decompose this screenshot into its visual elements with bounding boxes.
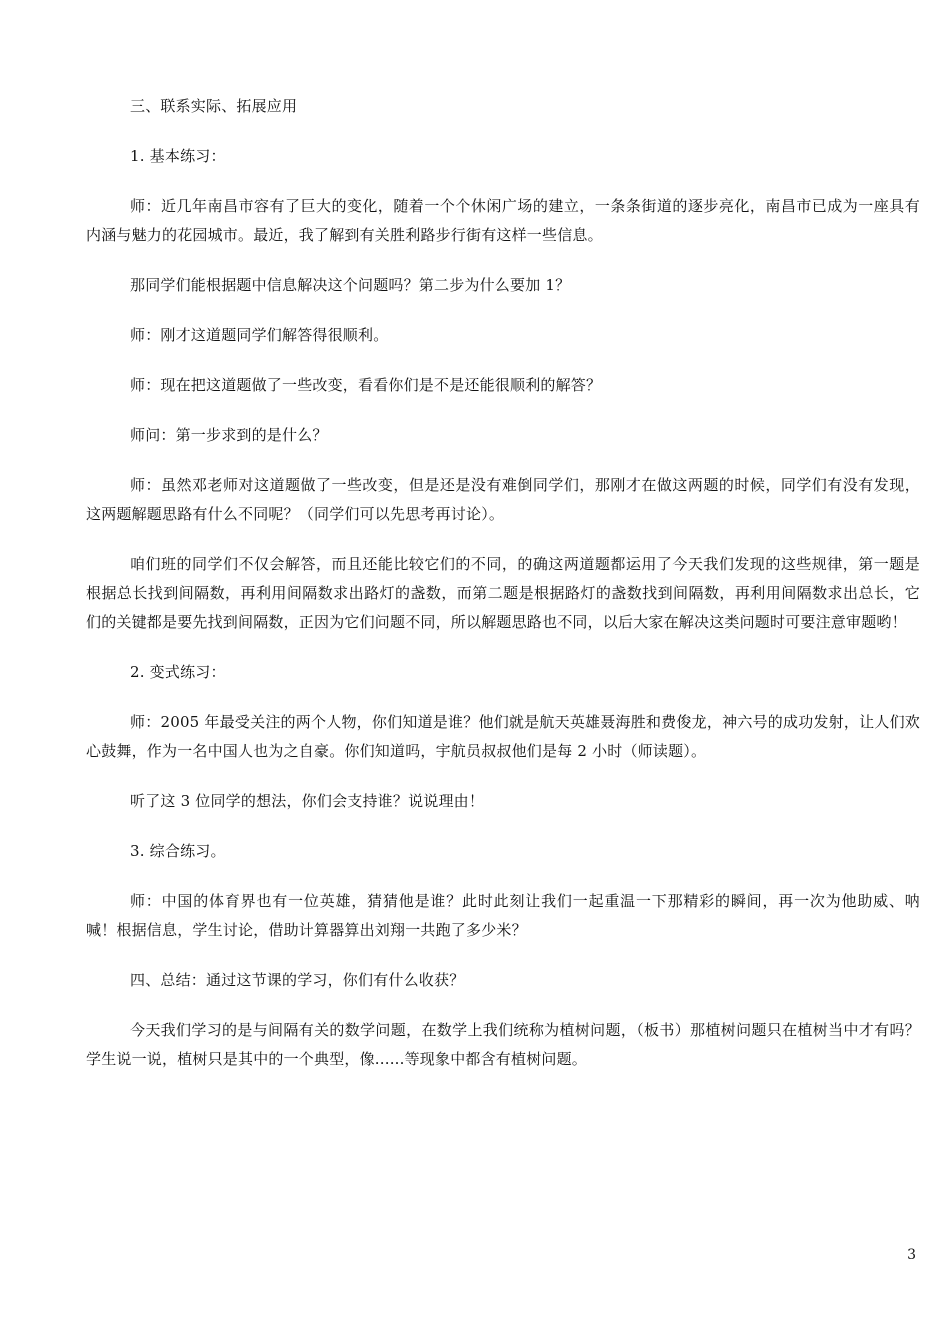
section-heading-4: 四、总结：通过这节课的学习，你们有什么收获？	[130, 971, 465, 989]
paragraph-question-1: 那同学们能根据题中信息解决这个问题吗？第二步为什么要加 1？	[130, 276, 571, 294]
document-body	[86, 92, 920, 1095]
paragraph-teacher-ask: 师问：第一步求到的是什么？	[130, 426, 328, 444]
paragraph-summary-rules: 咱们班的同学们不仅会解答，而且还能比较它们的不同，的确这两道题都运用了今天我们发现的这些规律，第一题是根据总长找到间隔数，再利用间隔数求出路灯的盏数，而第二题是根据路灯的盏数找到间隔数，再利用间隔数求出总长，它们的关键都是要先找到间隔数，正因为它们问题不同，所以解题思路也不同，以后大家在解决这类问题时可要注意审题哟！	[86, 555, 920, 631]
subheading-comprehensive-practice: 3. 综合练习。	[130, 842, 226, 860]
subheading-variant-practice: 2. 变式练习：	[130, 663, 226, 681]
subheading-basic-practice: 1. 基本练习：	[130, 147, 226, 165]
paragraph-support: 听了这 3 位同学的想法，你们会支持谁？说说理由！	[130, 792, 485, 810]
page-number: 3	[907, 1247, 916, 1263]
paragraph-teacher-remark: 师：刚才这道题同学们解答得很顺利。	[130, 326, 389, 344]
paragraph-teacher-change: 师：现在把这道题做了一些改变，看看你们是不是还能很顺利的解答？	[130, 376, 602, 394]
paragraph-liuxiang: 师：中国的体育界也有一位英雄，猜猜他是谁？此时此刻让我们一起重温一下那精彩的瞬间，再一次为他助威、呐喊！根据信息，学生讨论，借助计算器算出刘翔一共跑了多少米？	[86, 892, 920, 939]
paragraph-intro: 师：近几年南昌市容有了巨大的变化，随着一个个休闲广场的建立，一条条街道的逐步亮化，南昌市已成为一座具有内涵与魅力的花园城市。最近，我了解到有关胜利路步行街有这样一些信息。	[86, 197, 920, 244]
paragraph-conclusion: 今天我们学习的是与间隔有关的数学问题，在数学上我们统称为植树问题，（板书）那植树问题只在植树当中才有吗？学生说一说，植树只是其中的一个典型，像......等现象中都含有植树问题。	[86, 1021, 920, 1068]
section-heading-3: 三、联系实际、拓展应用	[130, 97, 298, 115]
paragraph-astronauts: 师：2005 年最受关注的两个人物，你们知道是谁？他们就是航天英雄聂海胜和费俊龙，神六号的成功发射，让人们欢心鼓舞，作为一名中国人也为之自豪。你们知道吗，宇航员叔叔他们是每 2 小时（师读题）。	[86, 713, 920, 760]
paragraph-compare: 师：虽然邓老师对这道题做了一些改变，但是还是没有难倒同学们，那刚才在做这两题的时候，同学们有没有发现，这两题解题思路有什么不同呢？（同学们可以先思考再讨论）。	[86, 476, 920, 523]
